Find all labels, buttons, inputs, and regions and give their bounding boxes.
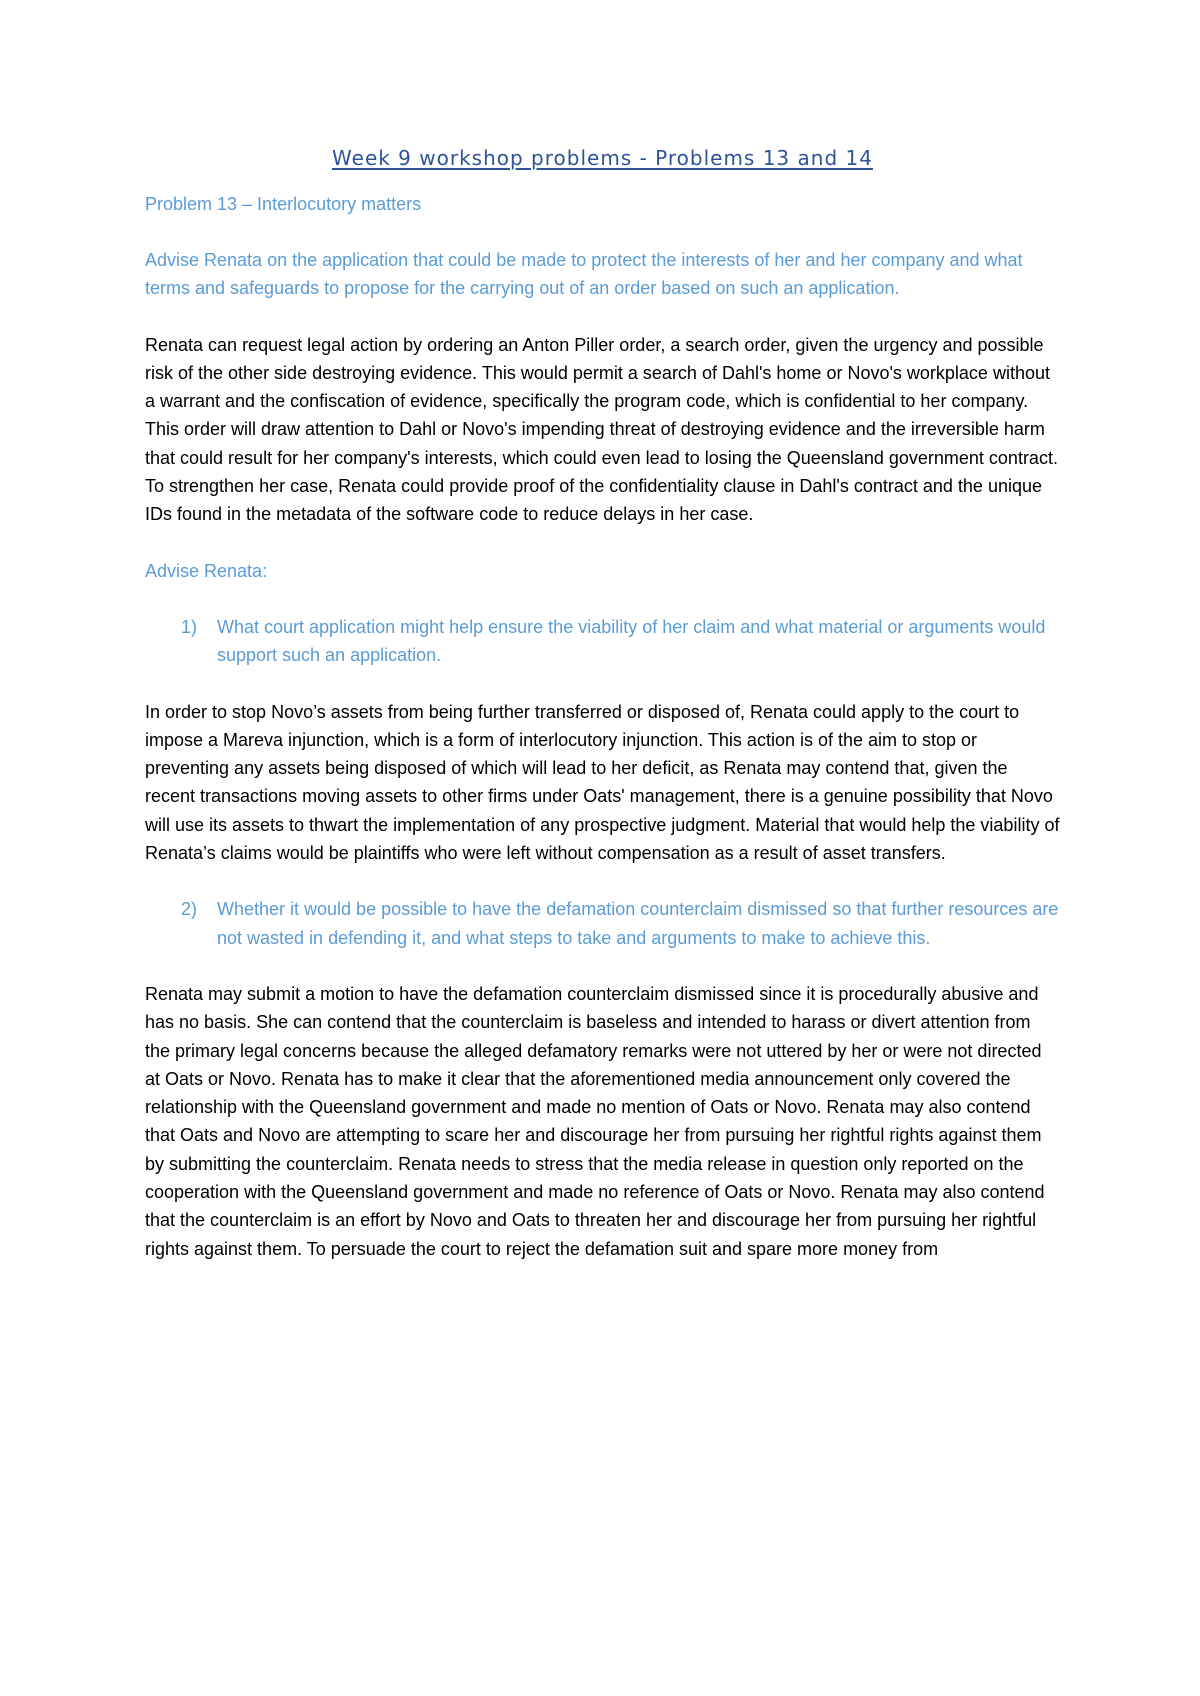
question-item-2: [145, 895, 1060, 952]
advise-renata-heading: Advise Renata:: [145, 560, 268, 581]
question-number: 2): [181, 899, 198, 920]
question-number: 1): [181, 616, 198, 637]
answer-mareva-paragraph: In order to stop Novo’s assets from being further transferred or disposed of, Renata could apply to the court to impose a Mareva injunction, which is a form of interlocutory injunction. This action is of the aim to stop or preventing any assets being disposed of which will lead to her deficit, as Renata may contend that, given the recent transactions moving assets to other firms under Oats' management, there is a genuine possibility that Novo will use its assets to thwart the implementation of any prospective judgment. Material that would help the viability of Renata’s claims would be plaintiffs who were left without compensation as a result of asset transfers.: [145, 701, 1060, 864]
question-text: Whether it would be possible to have the defamation counterclaim dismissed so that further resources are not wasted in defending it, and what steps to take and arguments to make to achieve this.: [217, 899, 1059, 948]
question-item-1: [145, 613, 1060, 670]
answer-anton-piller-paragraph: Renata can request legal action by ordering an Anton Piller order, a search order, given the urgency and possible risk of the other side destroying evidence. This would permit a search of Dahl's home or Novo's workplace without a warrant and the confiscation of evidence, specifically the program code, which is confidential to her company. This order will draw attention to Dahl or Novo's impending threat of destroying evidence and the irreversible harm that could result for her company's interests, which could even lead to losing the Queensland government contract. To strengthen her case, Renata could provide proof of the confidentiality clause in Dahl's contract and the unique IDs found in the metadata of the software code to reduce delays in her case.: [145, 334, 1058, 525]
document-title: Week 9 workshop problems - Problems 13 and 14: [332, 146, 873, 170]
document-content: [145, 144, 1060, 1291]
prompt-paragraph: Advise Renata on the application that could be made to protect the interests of her and her company and what terms and safeguards to propose for the carrying out of an order based on such an application.: [145, 250, 1023, 299]
answer-defamation-paragraph: Renata may submit a motion to have the defamation counterclaim dismissed since it is procedurally abusive and has no basis. She can contend that the counterclaim is baseless and intended to harass or divert attention from the primary legal concerns because the alleged defamatory remarks were not uttered by her or were not directed at Oats or Novo. Renata has to make it clear that the aforementioned media announcement only covered the relationship with the Queensland government and made no mention of Oats or Novo. Renata may also contend that Oats and Novo are attempting to scare her and discourage her from pursuing her rightful rights against them by submitting the counterclaim. Renata needs to stress that the media release in question only reported on the cooperation with the Queensland government and made no reference of Oats or Novo. Renata may also contend that the counterclaim is an effort by Novo and Oats to threaten her and discourage her from pursuing her rightful rights against them. To persuade the court to reject the defamation suit and spare more money from: [145, 983, 1045, 1259]
question-text: What court application might help ensure the viability of her claim and what material or arguments would support such an application.: [217, 616, 1046, 666]
problem-13-heading: Problem 13 – Interlocutory matters: [145, 194, 422, 214]
